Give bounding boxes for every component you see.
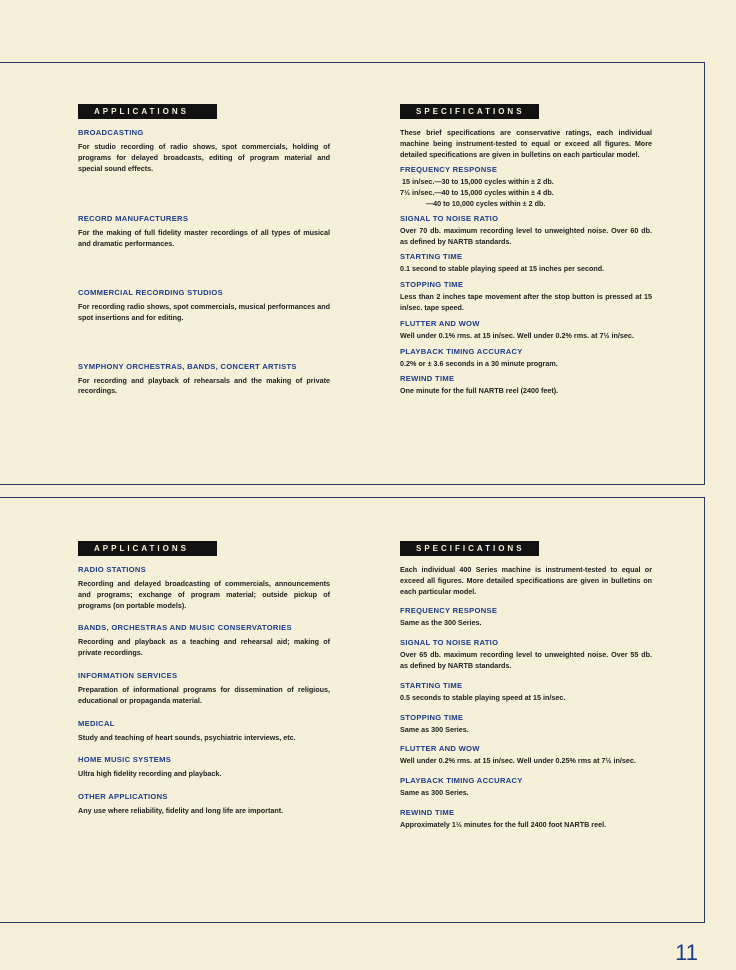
section-text: Well under 0.1% rms. at 15 in/sec. Well under 0.2% rms. at 7½ in/sec.	[400, 330, 634, 340]
section-title: INFORMATION SERVICES	[78, 670, 178, 680]
section-text: Recording and playback as a teaching and rehearsal aid; making of private recordings.	[78, 637, 330, 658]
spec-rewind-time	[400, 374, 652, 397]
spec-signal-noise	[400, 214, 652, 248]
section-text: One minute for the full NARTB reel (2400 feet).	[400, 386, 559, 396]
section-title: SIGNAL TO NOISE RATIO	[400, 638, 499, 648]
bottom-applications-column	[78, 538, 330, 817]
section-text: For studio recording of radio shows, spot commercials, holding of programs for delayed broadcasts, editing of program material and special sound effects.	[78, 142, 330, 173]
section-title: REWIND TIME	[400, 374, 455, 384]
section-title: SIGNAL TO NOISE RATIO	[400, 213, 499, 223]
section-title: PLAYBACK TIMING ACCURACY	[400, 346, 523, 356]
section-text: 0.5 seconds to stable playing speed at 15 in/sec.	[400, 692, 566, 702]
spec-intro: These brief specifications are conservative ratings, each individual machine being instrument-tested to equal or exceed all figures. More detailed specifications are given in bulletins on each particular model.	[400, 128, 652, 159]
top-applications-column	[78, 101, 330, 397]
bottom-app-information	[78, 671, 330, 707]
bottom-app-medical	[78, 719, 330, 744]
section-title: OTHER APPLICATIONS	[78, 792, 168, 802]
section-text: 0.2% or ± 3.6 seconds in a 30 minute program.	[400, 358, 558, 368]
top-app-commercial-studios	[78, 288, 330, 324]
page-number: 11	[675, 940, 698, 965]
top-app-symphony	[78, 362, 330, 398]
spec-playback-accuracy	[400, 347, 652, 370]
section-title: MEDICAL	[78, 718, 115, 728]
frequency-line: 15 in/sec.—30 to 15,000 cycles within ± 2 db.	[400, 177, 554, 187]
top-specifications-column	[400, 101, 652, 402]
section-text: Study and teaching of heart sounds, psychiatric interviews, etc.	[78, 732, 296, 742]
frequency-line: 7½ in/sec.—40 to 15,000 cycles within ± 4 db.	[400, 188, 554, 198]
section-text: For recording radio shows, spot commercials, musical performances and spot insertions and for editing.	[78, 301, 330, 322]
bottom-specifications-column	[400, 538, 652, 831]
section-title: STOPPING TIME	[400, 712, 464, 722]
section-title: SYMPHONY ORCHESTRAS, BANDS, CONCERT ARTISTS	[78, 361, 297, 371]
section-text: 0.1 second to stable playing speed at 15 inches per second.	[400, 264, 605, 274]
section-title: BANDS, ORCHESTRAS AND MUSIC CONSERVATORIES	[78, 623, 292, 633]
spec-stopping-time	[400, 713, 652, 736]
bottom-specifications-header: SPECIFICATIONS	[400, 541, 539, 556]
section-title: RECORD MANUFACTURERS	[78, 214, 189, 224]
spec-intro: Each individual 400 Series machine is instrument-tested to equal or exceed all figures. More detailed specifications are given in bulletins on each particular model.	[400, 565, 652, 596]
section-text: Any use where reliability, fidelity and long life are important.	[78, 806, 284, 816]
top-app-record-manufacturers	[78, 214, 330, 250]
spec-signal-noise	[400, 638, 652, 672]
spec-flutter-wow	[400, 744, 652, 767]
top-specifications-header: SPECIFICATIONS	[400, 104, 539, 119]
spec-stopping-time	[400, 280, 652, 314]
spec-starting-time	[400, 681, 652, 704]
section-text: For recording and playback of rehearsals and the making of private recordings.	[78, 375, 330, 396]
section-text: Well under 0.2% rms. at 15 in/sec. Well under 0.25% rms at 7½ in/sec.	[400, 756, 636, 766]
frequency-lines	[400, 177, 652, 209]
bottom-app-other	[78, 792, 330, 817]
section-title: FLUTTER AND WOW	[400, 744, 480, 754]
section-title: HOME MUSIC SYSTEMS	[78, 755, 172, 765]
spec-playback-accuracy	[400, 776, 652, 799]
section-text: Preparation of informational programs for dissemination of religious, educational or propaganda material.	[78, 684, 330, 705]
bottom-applications-header: APPLICATIONS	[78, 541, 217, 556]
section-text: Ultra high fidelity recording and playback.	[78, 769, 222, 779]
section-title: STARTING TIME	[400, 252, 463, 262]
top-app-broadcasting	[78, 128, 330, 174]
section-title: COMMERCIAL RECORDING STUDIOS	[78, 287, 223, 297]
section-title: STARTING TIME	[400, 680, 463, 690]
section-text: Same as 300 Series.	[400, 724, 469, 734]
section-title: FREQUENCY RESPONSE	[400, 606, 498, 616]
spec-starting-time	[400, 252, 652, 275]
section-title: STOPPING TIME	[400, 280, 464, 290]
section-title: RADIO STATIONS	[78, 565, 147, 574]
frequency-line: —40 to 10,000 cycles within ± 2 db.	[400, 198, 546, 208]
section-title: FREQUENCY RESPONSE	[400, 165, 498, 175]
section-text: Approximately 1½ minutes for the full 2400 foot NARTB reel.	[400, 819, 607, 829]
bottom-app-bands	[78, 623, 330, 659]
section-title: REWIND TIME	[400, 807, 455, 817]
section-text: Less than 2 inches tape movement after the stop button is pressed at 15 in/sec. tape speed.	[400, 292, 652, 312]
section-title: PLAYBACK TIMING ACCURACY	[400, 776, 523, 786]
section-text: Same as the 300 Series.	[400, 618, 482, 628]
section-title: FLUTTER AND WOW	[400, 318, 480, 328]
bottom-panel	[0, 497, 705, 923]
section-text: For the making of full fidelity master recordings of all types of musical and dramatic performances.	[78, 228, 330, 249]
top-applications-header: APPLICATIONS	[78, 104, 217, 119]
spec-frequency	[400, 606, 652, 629]
section-text: Over 65 db. maximum recording level to unweighted noise. Over 55 db. as defined by NARTB standards.	[400, 650, 652, 670]
spec-flutter-wow	[400, 319, 652, 342]
bottom-app-home-music	[78, 755, 330, 780]
bottom-app-radio-stations	[78, 565, 330, 611]
section-text: Recording and delayed broadcasting of commercials, announcements and programs; exchange of program material; outside pickup of programs (on portable models).	[78, 579, 330, 610]
section-title: BROADCASTING	[78, 128, 144, 137]
top-panel	[0, 62, 705, 485]
section-text: Over 70 db. maximum recording level to unweighted noise. Over 60 db. as defined by NARTB standards.	[400, 225, 652, 246]
spec-rewind-time	[400, 808, 652, 831]
section-text: Same as 300 Series.	[400, 788, 469, 798]
